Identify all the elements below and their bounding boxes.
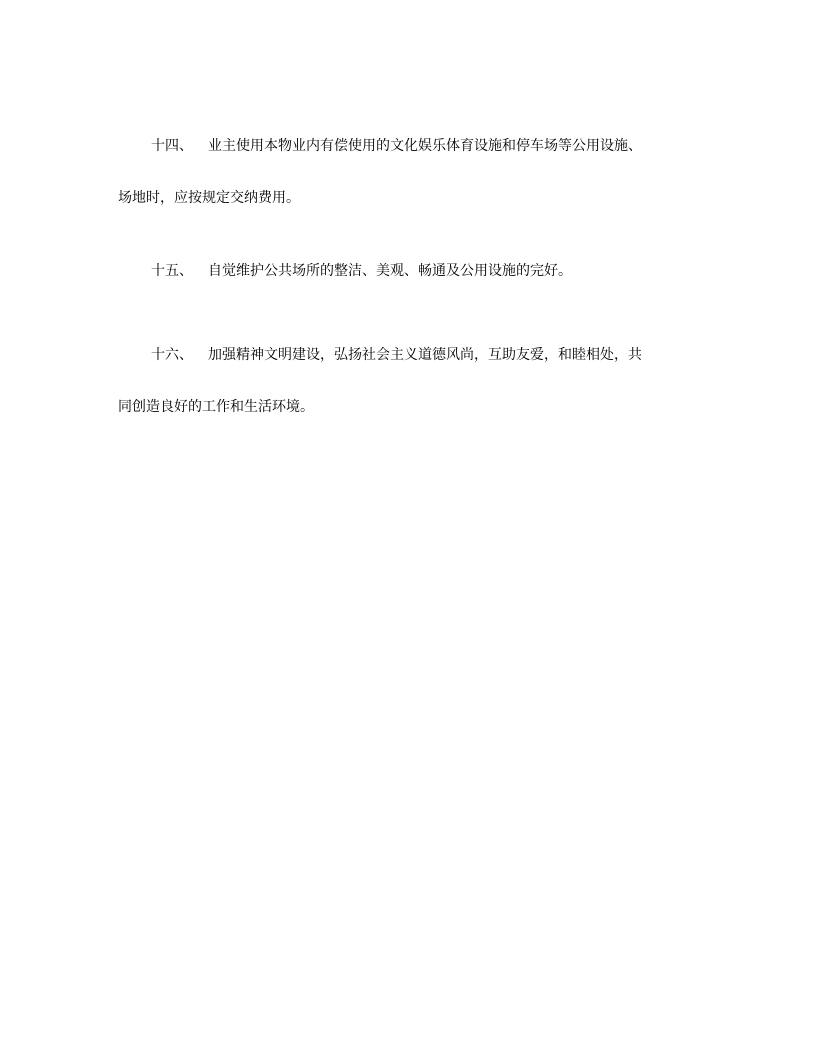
clause-first-line [118,136,708,156]
clause-text: 加强精神文明建设，弘扬社会主义道德风尚，互助友爱，和睦相处，共 [208,347,642,363]
clause-text: 自觉维护公共场所的整洁、美观、畅通及公用设施的完好。 [208,263,572,279]
clause-14 [118,136,708,208]
clause-number: 十四、 [151,138,193,154]
clause-number: 十五、 [151,263,193,279]
clause-continuation: 场地时，应按规定交纳费用。 [118,190,300,206]
clause-15 [118,261,708,281]
clause-16 [118,345,708,417]
clause-first-line [118,261,708,281]
clause-continuation: 同创造良好的工作和生活环境。 [118,399,314,415]
clause-first-line [118,345,708,365]
clause-number: 十六、 [151,347,193,363]
clause-text: 业主使用本物业内有偿使用的文化娱乐体育设施和停车场等公用设施、 [208,138,642,154]
